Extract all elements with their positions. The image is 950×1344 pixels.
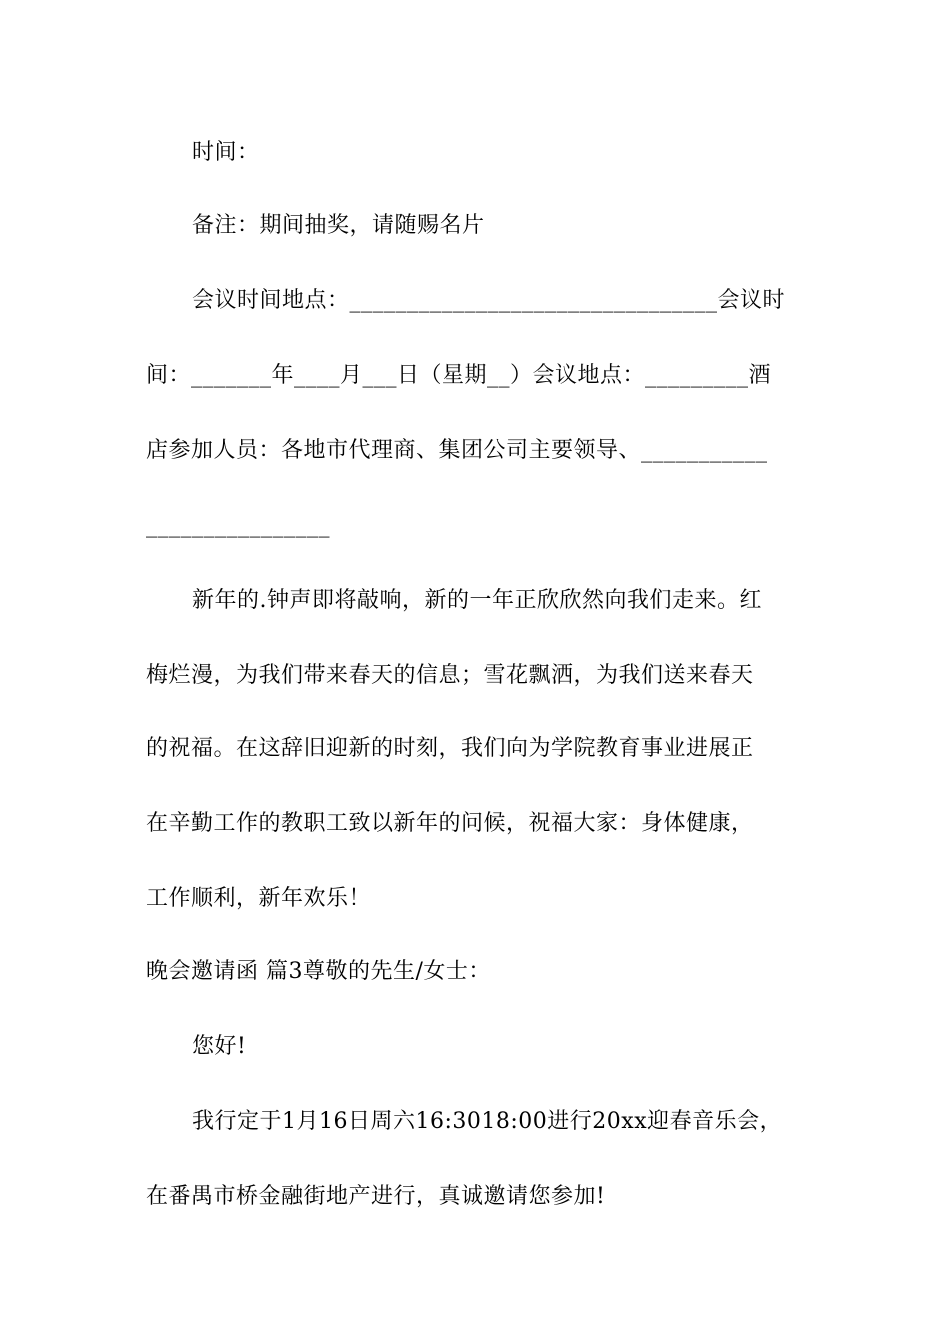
section-heading: 晚会邀请函 篇3尊敬的先生/女士： xyxy=(146,959,491,984)
blank-fill-line: ________________ xyxy=(146,513,330,538)
meeting-place-line: 会议时间地点：________________________________会议时 xyxy=(192,288,786,313)
paragraph-line: 新年的.钟声即将敲响，新的一年正欣欣然向我们走来。红 xyxy=(192,588,762,613)
paragraph-line: 梅烂漫，为我们带来春天的信息；雪花飘洒，为我们送来春天 xyxy=(146,663,754,688)
paragraph-line: 工作顺利，新年欢乐！ xyxy=(146,886,372,911)
invitation-line: 在番禺市桥金融街地产进行，真诚邀请您参加! xyxy=(146,1184,606,1209)
attendees-line: 店参加人员：各地市代理商、集团公司主要领导、___________ xyxy=(146,438,768,463)
meeting-date-line: 间：_______年____月___日（星期__）会议地点：_________酒 xyxy=(146,363,772,388)
paragraph-line: 在辛勤工作的教职工致以新年的问候，祝福大家：身体健康， xyxy=(146,811,754,836)
note-line: 备注：期间抽奖，请随赐名片 xyxy=(192,213,485,238)
paragraph-line: 的祝福。在这辞旧迎新的时刻，我们向为学院教育事业进展正 xyxy=(146,736,754,761)
time-line: 时间： xyxy=(192,140,260,165)
greeting-line: 您好! xyxy=(192,1034,247,1059)
invitation-line: 我行定于1月16日周六16:3018:00进行20xx迎春音乐会， xyxy=(192,1109,783,1134)
